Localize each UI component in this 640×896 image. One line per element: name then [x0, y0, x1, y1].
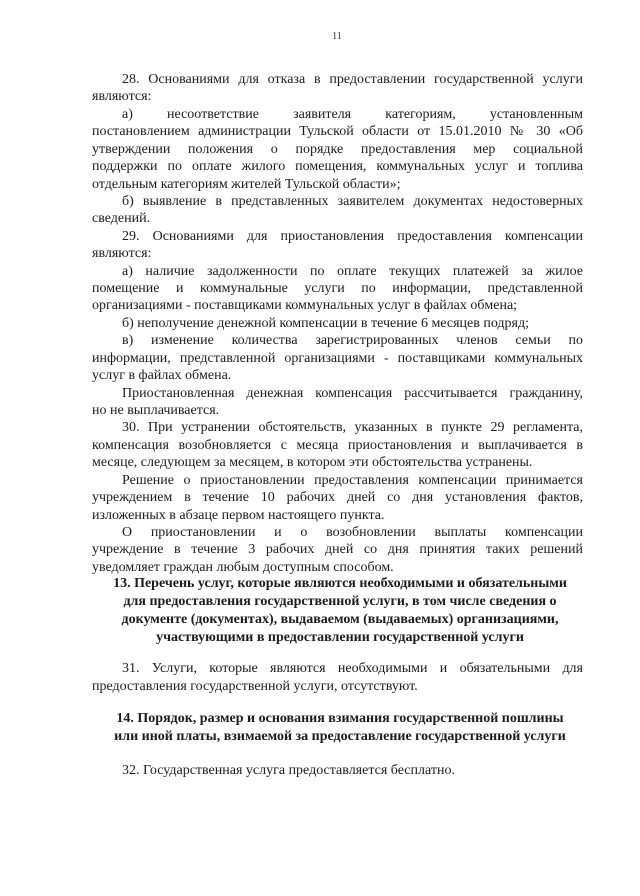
- page-number: 11: [332, 31, 342, 42]
- section-13-heading-line: документе (документах), выдаваемом (выдаваемых) организациями,: [121, 612, 559, 627]
- item-29-c-line: услуг в файлах обмена.: [92, 368, 232, 384]
- item-28-b-line: б) выявление в представленных заявителем документах недостоверных: [122, 193, 583, 209]
- section-14-heading-line: или иной платы, взимаемой за предоставление государственной услуги: [114, 729, 566, 744]
- item-28-a-line: а) несоответствие заявителя категориям, установленным: [122, 106, 583, 122]
- item-30-line: 30. При устранении обстоятельств, указанных в пункте 29 регламента,: [122, 420, 583, 436]
- item-30-notice-line: уведомляет граждан любым доступным способом.: [92, 559, 394, 575]
- item-30-notice-line: О приостановлении и о возобновлении выплаты компенсации: [122, 524, 583, 540]
- item-30-notice-line: учреждение в течение 3 рабочих дней со дня принятия таких решений: [92, 542, 583, 558]
- item-29-c-line: информации, представленной организациями - поставщиками коммунальных: [92, 350, 583, 366]
- item-29-intro-line: 29. Основаниями для приостановления предоставления компенсации: [122, 228, 583, 244]
- section-14-heading: [92, 710, 588, 746]
- item-29-a-line: организациями - поставщиками коммунальных услуг в файлах обмена;: [92, 298, 518, 314]
- section-13-heading-line: для предоставления государственной услуги, в том числе сведения о: [123, 594, 557, 609]
- item-29-intro-line: являются:: [92, 246, 152, 262]
- item-30-line: компенсация возобновляется с месяца приостановления и выплачивается в: [92, 437, 583, 453]
- item-30-decision-line: Решение о приостановлении предоставления компенсации принимается: [122, 472, 583, 488]
- item-30-line: месяце, следующем за месяцем, в котором эти обстоятельства устранены.: [92, 455, 533, 471]
- item-29-b-line: б) неполучение денежной компенсации в течение 6 месяцев подряд;: [122, 315, 529, 331]
- item-30-decision-line: учреждением в течение 10 рабочих дней со дня установления фактов,: [92, 490, 583, 506]
- item-28-b-line: сведений.: [92, 211, 151, 227]
- section-13-heading-line: участвующими в предоставлении государственной услуги: [156, 630, 524, 645]
- item-28-a-line: утверждении положения о порядке предоставления мер социальной: [92, 141, 583, 157]
- section-13-heading: [92, 575, 588, 647]
- item-28-a-line: поддержки по оплате жилого помещения, коммунальных услуг и топлива: [92, 159, 583, 175]
- section-14-heading-line: 14. Порядок, размер и основания взимания государственной пошлины: [116, 711, 564, 726]
- item-28-intro-line: 28. Основаниями для отказа в предоставлении государственной услуги: [122, 72, 583, 87]
- section-13-heading-line: 13. Перечень услуг, которые являются необходимыми и обязательными: [113, 576, 567, 591]
- item-29-c-line: в) изменение количества зарегистрированных членов семьи по: [122, 333, 583, 349]
- item-31-line: 31. Услуги, которые являются необходимыми и обязательными для: [122, 661, 583, 676]
- item-31-paragraph: [92, 660, 583, 696]
- item-28-intro-line: являются:: [92, 89, 152, 105]
- item-28-a-line: отдельным категориям жителей Тульской области»;: [92, 176, 401, 192]
- item-32-line: 32. Государственная услуга предоставляется бесплатно.: [122, 763, 455, 778]
- item-28-a-line: постановлением администрации Тульской области от 15.01.2010 № 30 «Об: [92, 124, 583, 140]
- item-29-note-line: но не выплачивается.: [92, 403, 220, 419]
- item-32-paragraph: [92, 762, 583, 780]
- items-28-30-block: [92, 71, 583, 576]
- item-29-a-line: помещение и коммунальные услуги по информации, представленной: [92, 281, 583, 297]
- item-29-note-line: Приостановленная денежная компенсация рассчитывается гражданину,: [122, 385, 583, 401]
- item-31-line: предоставления государственной услуги, отсутствуют.: [92, 679, 418, 694]
- item-29-a-line: а) наличие задолженности по оплате текущих платежей за жилое: [122, 263, 583, 279]
- item-30-decision-line: изложенных в абзаце первом настоящего пункта.: [92, 507, 385, 523]
